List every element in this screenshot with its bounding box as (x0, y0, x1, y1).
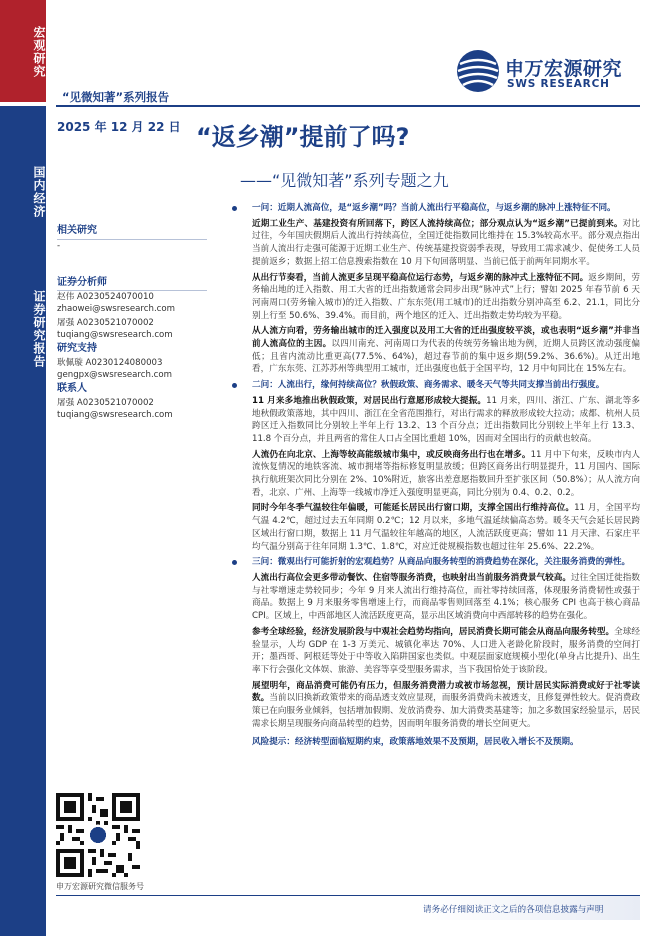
paragraph-5: 人流仍在向北京、上海等较高能级城市集中，或反映商务出行也在增多。11 月中下旬来，反映市内人流恢复情况的地铁客流、城市拥堵等指标修复明显放缓；但跨区商务出行明显提升，11 月国内、国际执行航班架次同比分别在 2%、10%附近，旅客出差意愿指数回升至扩张区间（50.8%）；从人流方向看，北京、广州、上海等一线城市净迁入强度明显更高，同比分别为 0.4、0.2、0.2。 (252, 449, 640, 498)
bullet-icon (232, 560, 237, 565)
bullet-icon (232, 206, 237, 211)
logo-text-cn: 申万宏源研究 (505, 58, 623, 80)
contact-1-email[interactable]: tuqiang@swsresearch.com (57, 410, 173, 420)
bullet-icon (232, 383, 237, 388)
analyst-2-email[interactable]: tuqiang@swsresearch.com (57, 330, 173, 340)
analyst-1-email[interactable]: zhaowei@swsresearch.com (57, 304, 176, 314)
paragraph-8: 参考全球经验，经济发展阶段与中观社会趋势均指向，居民消费长期可能会从商品向服务转型。全球经验显示，人均 GDP 在 1-3 万美元、城镇化率达 70%、人口进入老龄化阶段时，服务消费的空间打开；墨西哥、阿根廷等处于中等收入陷阱国家也类似。中观层面家庭规模小型化(单身占比提升)、出生率下行会强化文体娱、旅游、美容等享受型服务需求，当下我国恰处于该阶段。 (252, 626, 640, 675)
logo-text-en: SWS RESEARCH (507, 78, 610, 90)
section-3-heading: 三问：微观出行可能折射的宏观趋势？从商品向服务转型的消费趋势在深化，关注服务消费的弹性。 (232, 556, 640, 569)
paragraph-7: 人流出行高位会更多带动餐饮、住宿等服务消费，也映射出当前服务消费景气较高。过往全国迁徙指数与社零增速走势较同步；今年 9 月来人流出行维持高位，而社零持续回落，体现服务消费韧性或强于商品。数据上 9 月来服务零售增速上行，而商品零售则回落至 4.1%；核心服务 CPI 也高于核心商品 CPI。区域上，中西部地区人流活跃度更高，显示出区域消费向中西部转移的趋势在强化。 (252, 572, 640, 622)
paragraph-2: 从出行节奏看，当前人流更多呈现平稳高位运行态势，与返乡潮的脉冲式上涨特征不同。返乡期间，劳务输出地的迁入指数、用工大省的迁出指数通常会同步出现“脉冲式”上行；譬如 2025 年春节前 6 天河南周口(劳务输入城市)的迁入指数、广东东莞(用工城市)的迁出指数分别冲高至 6.2、21.1，同比分别上行至 50.6%、39.4%。而目前，两个地区的迁入、迁出指数走势均较为平稳。 (252, 272, 640, 321)
paragraph-9: 展望明年，商品消费可能仍有压力，但服务消费潜力或被市场忽视，预计居民实际消费或好于社零读数。当前以旧换新政策带来的商品透支效应显现，而服务消费尚未被透支，且修复弹性较大。促消费政策已在向服务业倾斜，包括增加假期、发放消费券、加大消费类基建等；加之多数国家经验显示，居民需求长期呈现服务向商品转型的趋势，因而明年服务消费的增长空间更大。 (252, 680, 640, 729)
analyst-2-id: 屠强 A0230521070002 (57, 318, 154, 328)
qr-caption: 申万宏源研究微信服务号 (56, 882, 144, 891)
analyst-heading: 证券分析师 (57, 277, 107, 288)
contact-heading: 联系人 (57, 383, 87, 394)
brand-logo (455, 48, 645, 100)
sidebar-label-domestic: 国内经济 (32, 166, 46, 218)
related-research-value: - (57, 241, 61, 251)
section-2-heading: 二问：人流出行，缘何持续高位？秋假政策、商务需求、暖冬天气等共同支撑当前出行强度。 (232, 379, 640, 392)
paragraph-1: 近期工业生产、基建投资有所回落下，跨区人流持续高位；部分观点认为“返乡潮”已提前到来。对比过往，今年国庆假期后人流出行持续高位，全国迁徙指数同比维持在 15.3%较高水平。部分观点指出当前人流出行走强可能源于近期工业生产、传统基建投资弱季表现，导致用工需求减少、促使务工人员提前返乡；数据上招工信息搜索指数在 10 月下旬回落明显、当前已低于前两年同期水平。 (252, 218, 640, 267)
support-1-id: 耿佩璇 A0230124080003 (57, 358, 163, 368)
report-date: 2025 年 12 月 22 日 (57, 120, 181, 134)
paragraph-3: 从人流方向看，劳务输出城市的迁入强度以及用工大省的迁出强度较平淡，或也表明“返乡潮”并非当前人流高位的主因。以四川南充、河南周口为代表的传统劳务输出地为例，近期人员跨区流动强度偏低；且省内流动比重更高(77.5%、64%)，超过春节前的集中返乡期(59.2%、36.6%)。从迁出地看，广东东莞、江苏苏州等典型用工城市，迁出强度也低于全国平均，12 月中旬同比在 15%左右。 (252, 326, 640, 375)
summary-body (232, 202, 640, 749)
related-divider (57, 239, 207, 240)
related-research-heading: 相关研究 (57, 225, 97, 236)
support-heading: 研究支持 (57, 343, 97, 354)
support-1-email[interactable]: gengpx@swsresearch.com (57, 370, 173, 380)
risk-warning: 风险提示：经济转型面临短期约束，政策落地效果不及预期，居民收入增长不及预期。 (252, 737, 579, 748)
sidebar-label-report: 证券研究报告 (32, 290, 46, 368)
section-1-heading: 一问：近期人流高位，是“返乡潮”吗？当前人流出行平稳高位，与返乡潮的脉冲上涨特征不同。 (232, 202, 640, 215)
analyst-1-id: 赵伟 A0230524070010 (57, 292, 154, 302)
sidebar-navy-band (0, 106, 46, 936)
header-divider (56, 105, 640, 107)
page-subtitle: ——“见微知著”系列专题之九 (240, 171, 449, 190)
wechat-qr-code[interactable] (56, 793, 140, 877)
logo-globe-icon (455, 48, 501, 94)
paragraph-6: 同时今年冬季气温较往年偏暖，可能延长居民出行窗口期，支撑全国出行维持高位。11 月，全国平均气温 4.2℃，超过过去五年同期 0.2℃；12 月以来，多地气温延续偏高态势。暖冬天气会延长居民跨区域出行窗口期，数据上 11 月气温较往年越高的地区，人流活跃度更高；譬如 11 月天津、石家庄平均气温分别高于往年同期 1.3℃、1.8℃，对应迁徙规模指数也超过往年 25.6%、22.2%。 (252, 503, 640, 552)
footer-disclaimer: 请务必仔细阅读正文之后的各项信息披露与声明 (423, 905, 604, 915)
contact-1-id: 屠强 A0230521070002 (57, 398, 154, 408)
paragraph-4: 11 月来多地推出秋假政策，对居民出行意愿形成较大提振。11 月来，四川、浙江、广东、湖北等多地秋假政策落地，其中四川、浙江在全省范围推行，对出行需求的释放形成较大拉动；成都、杭州人员跨区迁入指数同比分别较上半年上行 13.2、13 个百分点；迁出指数同比分别较上半年上行 13.3、11.8 个百分点，并且两省的常住人口占全国比重超 10%，因而对全国出行的贡献也较高。 (252, 395, 641, 444)
sidebar-label-macro: 宏观研究 (32, 26, 46, 78)
series-label: “见微知著”系列报告 (62, 90, 170, 104)
page-title: “返乡潮”提前了吗? (196, 123, 410, 151)
